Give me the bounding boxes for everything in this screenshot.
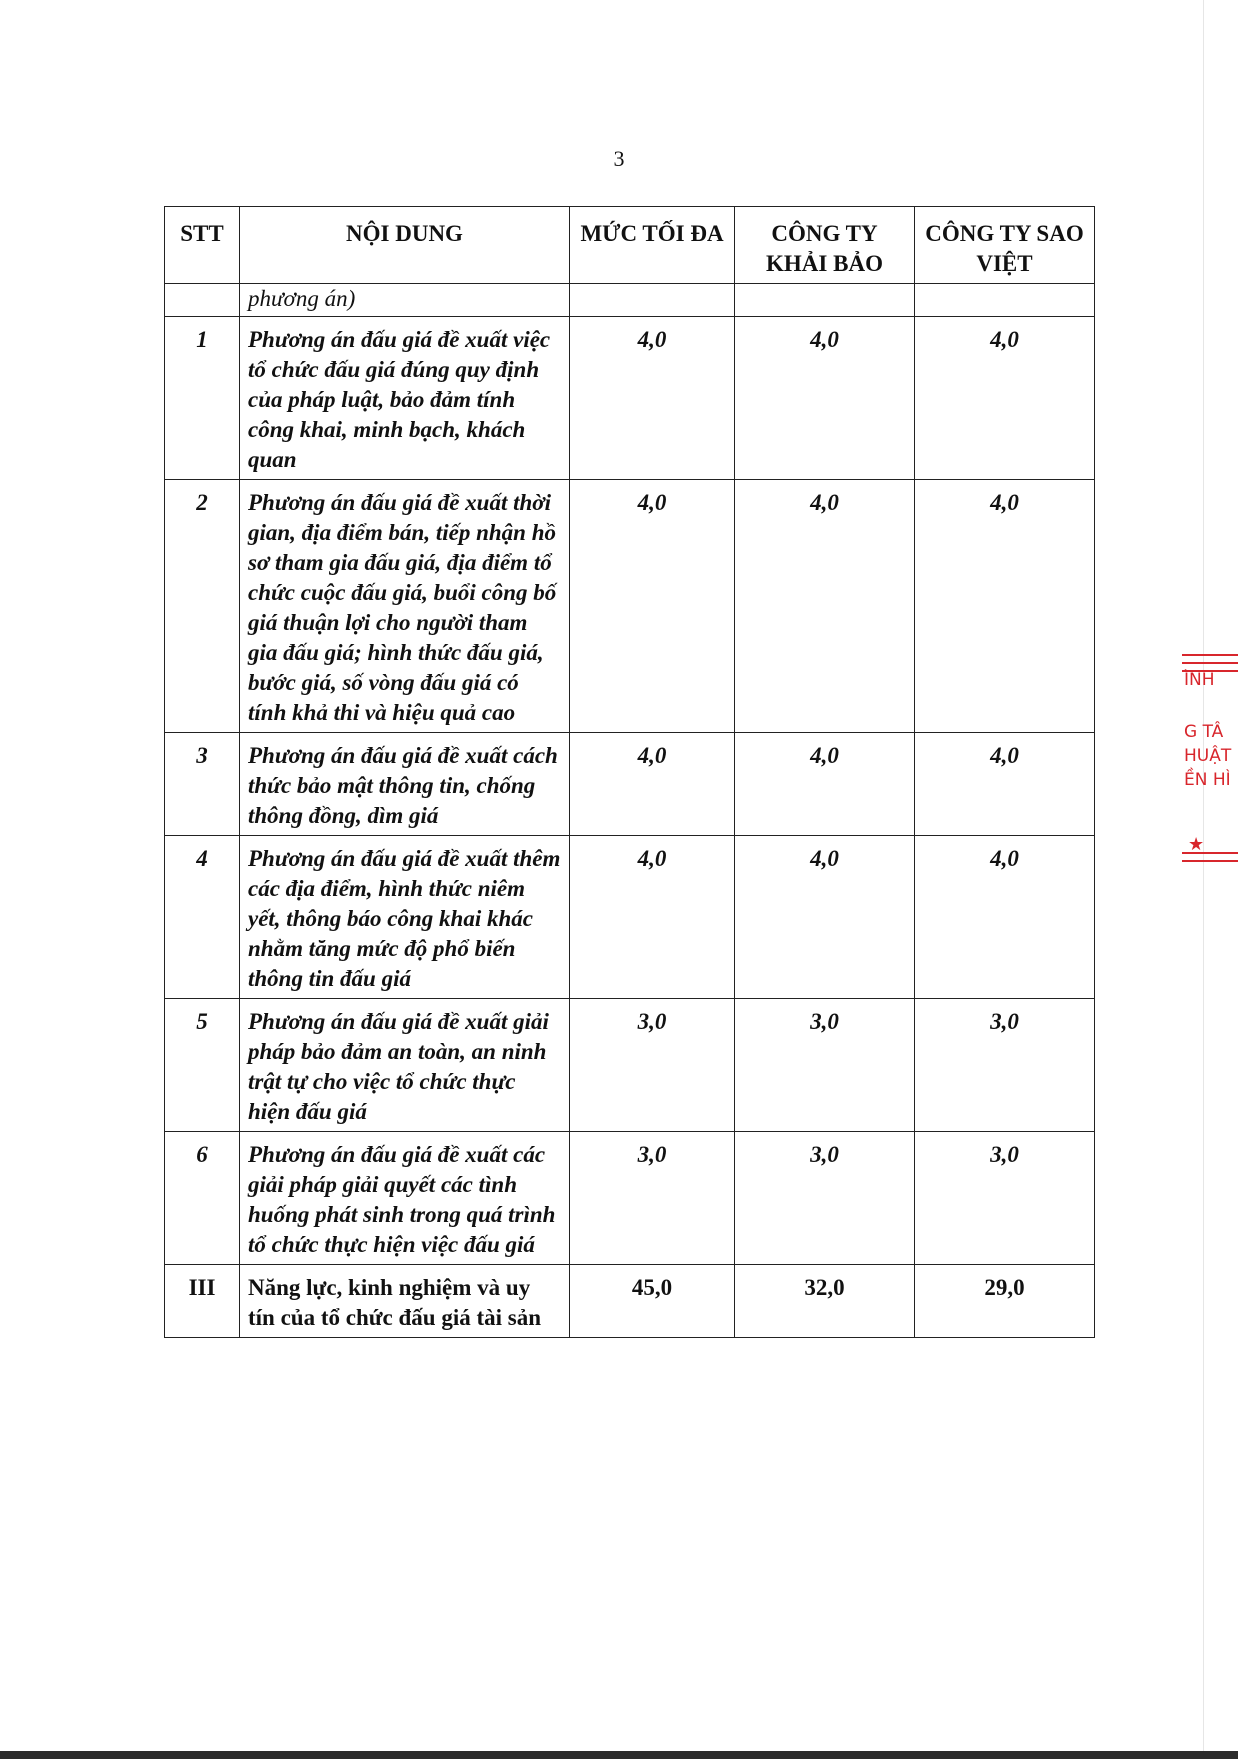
- red-seal-fragment: [1178, 650, 1238, 870]
- row-company-a: 3,0: [735, 1132, 915, 1265]
- section-stt: III: [165, 1265, 240, 1338]
- row-stt: 4: [165, 836, 240, 999]
- score-table: [164, 206, 1095, 1338]
- continuation-cell: [570, 284, 735, 317]
- continuation-row: [165, 284, 1095, 317]
- header-content: NỘI DUNG: [240, 207, 570, 284]
- row-content: Phương án đấu giá đề xuất cách thức bảo mật thông tin, chống thông đồng, dìm giá: [240, 733, 570, 836]
- row-stt: 6: [165, 1132, 240, 1265]
- table-row: [165, 733, 1095, 836]
- row-company-b: 4,0: [915, 733, 1095, 836]
- page-edge: [1203, 0, 1204, 1759]
- row-company-b: 4,0: [915, 317, 1095, 480]
- row-content: Phương án đấu giá đề xuất thời gian, địa điểm bán, tiếp nhận hồ sơ tham gia đấu giá, địa điểm tổ chức cuộc đấu giá, buổi công bố giá thuận lợi cho người tham gia đấu giá; hình thức đấu giá, bước giá, số vòng đấu giá có tính khả thi và hiệu quả cao: [240, 480, 570, 733]
- seal-text: G TÂ: [1184, 722, 1224, 742]
- table-row: [165, 480, 1095, 733]
- row-content: Phương án đấu giá đề xuất thêm các địa điểm, hình thức niêm yết, thông báo công khai khác nhằm tăng mức độ phổ biến thông tin đấu giá: [240, 836, 570, 999]
- continuation-cell: [915, 284, 1095, 317]
- seal-text: HUẬT: [1184, 746, 1232, 766]
- section-max: 45,0: [570, 1265, 735, 1338]
- continuation-text: phương án): [240, 284, 570, 317]
- row-max: 3,0: [570, 999, 735, 1132]
- seal-star-icon: ★: [1188, 834, 1205, 855]
- page-number: 3: [613, 146, 625, 171]
- row-stt: 1: [165, 317, 240, 480]
- header-stt: STT: [165, 207, 240, 284]
- seal-text: ÌNH: [1184, 670, 1215, 690]
- row-company-a: 4,0: [735, 317, 915, 480]
- row-content: Phương án đấu giá đề xuất các giải pháp giải quyết các tình huống phát sinh trong quá trình tổ chức thực hiện việc đấu giá: [240, 1132, 570, 1265]
- header-company-b: CÔNG TY SAO VIỆT: [915, 207, 1095, 284]
- table-row: [165, 836, 1095, 999]
- header-max: MỨC TỐI ĐA: [570, 207, 735, 284]
- scan-bottom-edge: [0, 1751, 1238, 1759]
- row-content: Phương án đấu giá đề xuất giải pháp bảo đảm an toàn, an ninh trật tự cho việc tổ chức thực hiện đấu giá: [240, 999, 570, 1132]
- table-row: [165, 1132, 1095, 1265]
- table-header-row: [165, 207, 1095, 284]
- table-row: [165, 999, 1095, 1132]
- row-company-b: 4,0: [915, 480, 1095, 733]
- row-content: Phương án đấu giá đề xuất việc tổ chức đấu giá đúng quy định của pháp luật, bảo đảm tính công khai, minh bạch, khách quan: [240, 317, 570, 480]
- row-company-b: 3,0: [915, 999, 1095, 1132]
- row-max: 4,0: [570, 317, 735, 480]
- row-company-a: 4,0: [735, 836, 915, 999]
- section-content: Năng lực, kinh nghiệm và uy tín của tổ chức đấu giá tài sản: [240, 1265, 570, 1338]
- row-stt: 2: [165, 480, 240, 733]
- row-company-a: 3,0: [735, 999, 915, 1132]
- row-max: 4,0: [570, 836, 735, 999]
- continuation-stt: [165, 284, 240, 317]
- row-stt: 5: [165, 999, 240, 1132]
- row-stt: 3: [165, 733, 240, 836]
- row-company-b: 4,0: [915, 836, 1095, 999]
- row-max: 4,0: [570, 480, 735, 733]
- section-row: [165, 1265, 1095, 1338]
- continuation-cell: [735, 284, 915, 317]
- row-max: 3,0: [570, 1132, 735, 1265]
- section-company-a: 32,0: [735, 1265, 915, 1338]
- row-max: 4,0: [570, 733, 735, 836]
- row-company-b: 3,0: [915, 1132, 1095, 1265]
- section-company-b: 29,0: [915, 1265, 1095, 1338]
- header-company-a: CÔNG TY KHẢI BẢO: [735, 207, 915, 284]
- table-row: [165, 317, 1095, 480]
- row-company-a: 4,0: [735, 480, 915, 733]
- seal-text: ỀN HÌ: [1184, 770, 1231, 790]
- row-company-a: 4,0: [735, 733, 915, 836]
